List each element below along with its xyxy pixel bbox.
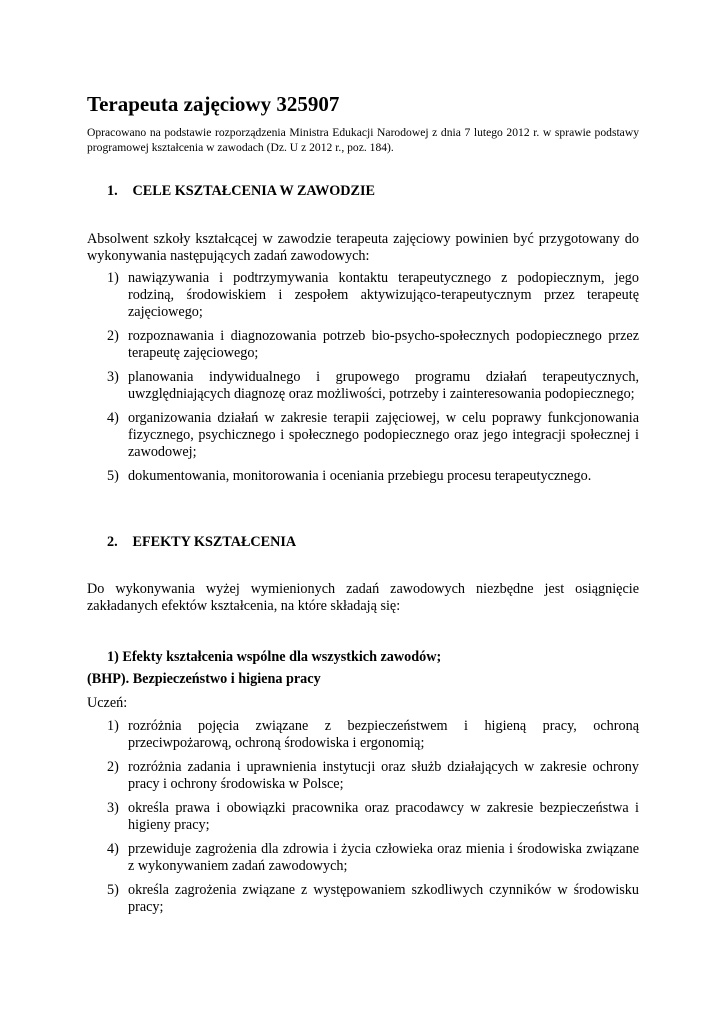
list-item-text: określa prawa i obowiązki pracownika oraz pracodawcy w zakresie bezpieczeństwa i higieny pracy;: [128, 800, 639, 833]
list-item-text: organizowania działań w zakresie terapii zajęciowej, w celu poprawy funkcjonowania fizycznego, psychicznego i społecznego podopiecznego oraz jego integracji społecznej i zawodowej;: [128, 410, 639, 460]
list-item-text: dokumentowania, monitorowania i oceniania przebiegu procesu terapeutycznego.: [128, 468, 592, 484]
section-1-intro: Absolwent szkoły kształcącej w zawodzie terapeuta zajęciowy powinien być przygotowany do wykonywania następujących zadań zawodowych:: [87, 231, 639, 264]
section-1-title: CELE KSZTAŁCENIA W ZAWODZIE: [132, 183, 375, 199]
list-item-marker: 1): [107, 718, 119, 734]
list-item-text: rozróżnia zadania i uprawnienia instytucji oraz służb działających w zakresie ochrony pracy i ochrony środowiska w Polsce;: [128, 759, 639, 792]
list-item: [87, 328, 639, 362]
list-item: [87, 468, 639, 485]
bhp-heading: (BHP). Bezpieczeństwo i higiena pracy: [87, 671, 321, 687]
list-item-text: planowania indywidualnego i grupowego programu działań terapeutycznych, uwzględniających diagnozę oraz możliwości, potrzeby i zainteresowania podopiecznego;: [128, 369, 639, 402]
common-effects-subheading: 1) Efekty kształcenia wspólne dla wszystkich zawodów;: [107, 649, 442, 665]
section-2-heading: [107, 533, 296, 551]
bhp-outcomes-list: [87, 718, 639, 923]
list-item-marker: 5): [107, 468, 119, 484]
list-item-marker: 4): [107, 410, 119, 426]
list-item-text: określa zagrożenia związane z występowaniem szkodliwych czynników w środowisku pracy;: [128, 882, 639, 915]
list-item: [87, 270, 639, 321]
section-2-title: EFEKTY KSZTAŁCENIA: [132, 534, 297, 550]
list-item-marker: 5): [107, 882, 119, 898]
list-item: [87, 369, 639, 403]
list-item: [87, 882, 639, 916]
student-label: Uczeń:: [87, 695, 128, 711]
section-1-number: 1.: [107, 183, 118, 199]
section-1-task-list: [87, 270, 639, 492]
list-item: [87, 759, 639, 793]
section-1-heading: [107, 182, 375, 200]
list-item-text: przewiduje zagrożenia dla zdrowia i życia człowieka oraz mienia i środowiska związane z wykonywaniem zadań zawodowych;: [128, 841, 639, 874]
list-item-text: rozróżnia pojęcia związane z bezpieczeństwem i higieną pracy, ochroną przeciwpożarową, ochroną środowiska i ergonomią;: [128, 718, 639, 751]
list-item-text: rozpoznawania i diagnozowania potrzeb bio-psycho-społecznych podopiecznego przez terapeutę zajęciowego;: [128, 328, 639, 361]
list-item: [87, 718, 639, 752]
list-item-marker: 2): [107, 328, 119, 344]
list-item: [87, 800, 639, 834]
list-item-marker: 3): [107, 369, 119, 385]
list-item: [87, 841, 639, 875]
list-item-marker: 4): [107, 841, 119, 857]
list-item-marker: 3): [107, 800, 119, 816]
document-source-note: Opracowano na podstawie rozporządzenia Ministra Edukacji Narodowej z dnia 7 lutego 2012 r. w sprawie podstawy programowej kształcenia w zawodach (Dz. U z 2012 r., poz. 184).: [87, 126, 639, 154]
section-2-number: 2.: [107, 534, 118, 550]
list-item-marker: 1): [107, 270, 119, 286]
list-item-marker: 2): [107, 759, 119, 775]
section-2-intro: Do wykonywania wyżej wymienionych zadań zawodowych niezbędne jest osiągnięcie zakładanych efektów kształcenia, na które składają się:: [87, 581, 639, 614]
list-item: [87, 410, 639, 461]
list-item-text: nawiązywania i podtrzymywania kontaktu terapeutycznego z podopiecznym, jego rodziną, środowiskiem i zespołem aktywizująco-terapeutycznym przez terapeutę zajęciowego;: [128, 270, 639, 320]
document-title: Terapeuta zajęciowy 325907: [87, 92, 340, 116]
